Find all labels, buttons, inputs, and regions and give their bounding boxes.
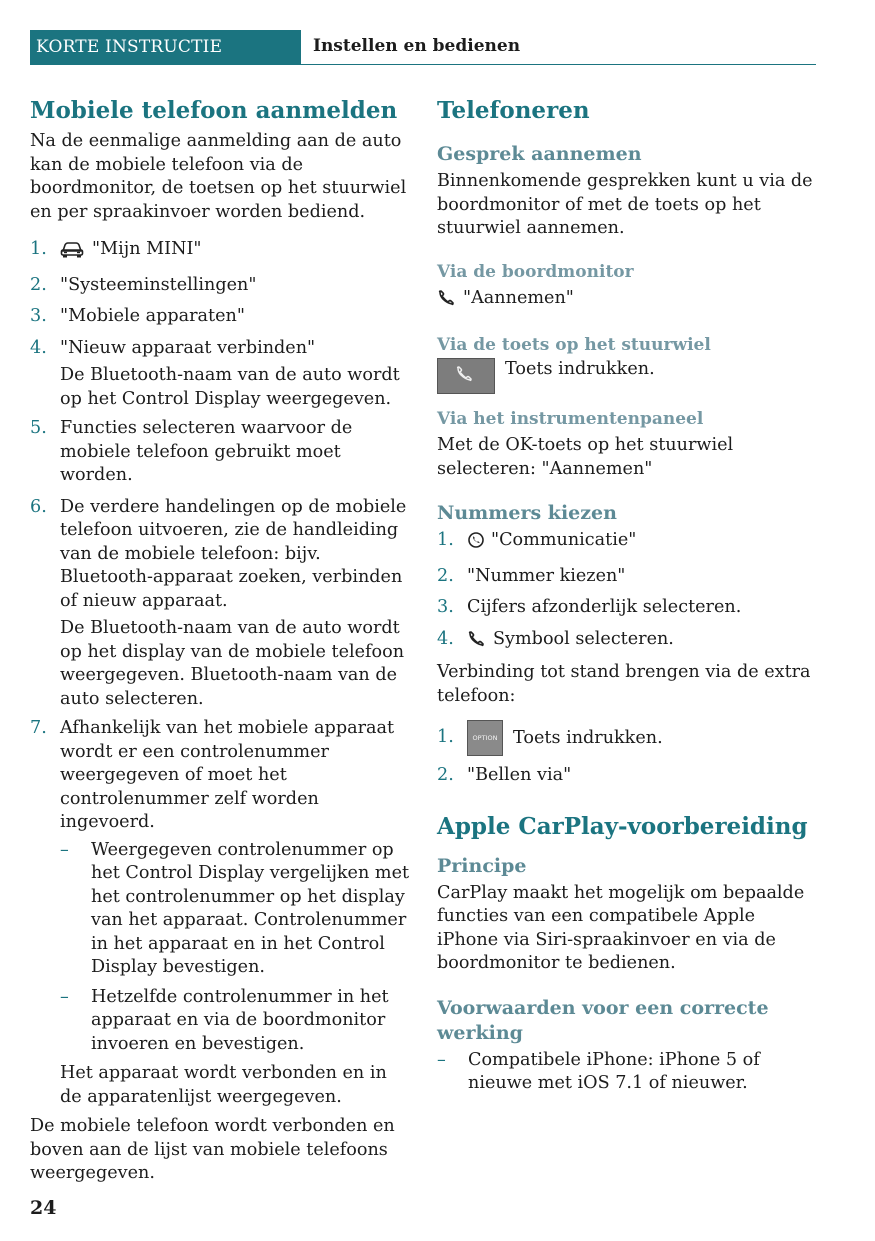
bullet-text: Weergegeven controlenummer op het Control Display vergelijken met het controlenummer op het display van het apparaat. Controlenummer in het apparaat en in het Control Display bevestigen. bbox=[91, 839, 410, 977]
right-column bbox=[437, 96, 817, 1102]
heading-dial-numbers: Nummers kiezen bbox=[437, 502, 617, 524]
list-item bbox=[437, 565, 817, 589]
step-note: De Bluetooth-naam van de auto wordt op het Control Display weergegeven. bbox=[60, 365, 400, 409]
list-item bbox=[437, 764, 817, 788]
heading-answer-call: Gesprek aannemen bbox=[437, 143, 642, 165]
step-text: Symbool selecteren. bbox=[493, 628, 674, 649]
dash-marker: – bbox=[60, 986, 69, 1007]
step-number: 2. bbox=[437, 565, 454, 586]
list-item bbox=[30, 238, 410, 266]
heading-register-phone: Mobiele telefoon aanmelden bbox=[30, 97, 398, 124]
section-tab: KORTE INSTRUCTIE bbox=[30, 30, 301, 65]
step-text: "Nummer kiezen" bbox=[467, 565, 626, 586]
extra-phone-text: Verbinding tot stand brengen via de extra telefoon: bbox=[437, 662, 811, 706]
step-text: "Systeeminstellingen" bbox=[60, 274, 257, 295]
step-text: Functies selecteren waarvoor de mobiele telefoon gebruikt moet worden. bbox=[60, 418, 353, 485]
intro-text: Na de eenmalige aanmelding aan de auto kan de mobiele telefoon via de boordmonitor, de toetsen op het stuurwiel en per spraakinvoer worden bediend. bbox=[30, 131, 407, 222]
step-number: 3. bbox=[437, 597, 454, 617]
step-text: "Mobiele apparaten" bbox=[60, 306, 245, 326]
step-number: 7. bbox=[30, 718, 47, 738]
step-text: Afhankelijk van het mobiele apparaat wordt er een controlenummer weergegeven of moet het controlenummer zelf worden ingevoerd. bbox=[60, 718, 395, 832]
via-monitor-line bbox=[437, 287, 817, 315]
bullet-item bbox=[30, 839, 410, 980]
heading-requirements: Voorwaarden voor een correcte werking bbox=[437, 996, 769, 1044]
phone-icon bbox=[437, 289, 457, 315]
heading-carplay: Apple CarPlay-voorbereiding bbox=[437, 812, 808, 840]
step-number: 3. bbox=[30, 306, 47, 326]
option-button[interactable]: OPTION bbox=[467, 720, 503, 756]
step-text: "Bellen via" bbox=[467, 765, 572, 785]
step-number: 1. bbox=[30, 239, 47, 259]
dash-marker: – bbox=[60, 839, 69, 860]
dash-marker: – bbox=[437, 1049, 446, 1070]
via-wheel-text: Toets indrukken. bbox=[505, 359, 655, 379]
bullet-item bbox=[437, 1049, 817, 1096]
list-item bbox=[30, 337, 410, 361]
principle-text: CarPlay maakt het mogelijk om bepaalde functies van een compatibele Apple iPhone via Siri-spraakinvoer en via de boordmonitor te bedienen. bbox=[437, 882, 805, 973]
list-item bbox=[30, 305, 410, 329]
step-number: 1. bbox=[437, 530, 454, 550]
via-monitor-text: "Aannemen" bbox=[463, 287, 574, 308]
step-text: "Communicatie" bbox=[491, 530, 637, 550]
bullet-text: Compatibele iPhone: iPhone 5 of nieuwe met iOS 7.1 of nieuwer. bbox=[468, 1049, 760, 1093]
page-number: 24 bbox=[30, 1197, 57, 1219]
via-panel-text: Met de OK-toets op het stuurwiel selecteren: "Aannemen" bbox=[437, 435, 734, 479]
list-item bbox=[437, 529, 817, 557]
step-number: 2. bbox=[30, 274, 47, 295]
step-number: 4. bbox=[437, 628, 454, 649]
step-number: 5. bbox=[30, 418, 47, 438]
list-item bbox=[30, 717, 410, 835]
answer-intro: Binnenkomende gesprekken kunt u via de boordmonitor of met de toets op het stuurwiel aannemen. bbox=[437, 171, 813, 238]
page-title: Instellen en bedienen bbox=[313, 36, 521, 56]
bullet-item bbox=[30, 986, 410, 1057]
step-number: 4. bbox=[30, 337, 47, 358]
step-text: De verdere handelingen op de mobiele telefoon uitvoeren, zie de handleiding van de mobiele telefoon: bijv. Bluetooth-apparaat zoeken, verbinden of nieuw apparaat. bbox=[60, 496, 407, 611]
bullet-text: Hetzelfde controlenummer in het apparaat en via de boordmonitor invoeren en bevestigen. bbox=[91, 986, 389, 1054]
list-item bbox=[30, 496, 410, 614]
step-number: 1. bbox=[437, 727, 454, 748]
heading-via-wheel: Via de toets op het stuurwiel bbox=[437, 335, 711, 355]
step-number: 6. bbox=[30, 496, 47, 517]
heading-principle: Principe bbox=[437, 854, 527, 877]
list-item bbox=[30, 417, 410, 488]
car-icon bbox=[60, 240, 84, 266]
step-number: 2. bbox=[437, 765, 454, 785]
heading-via-panel: Via het instrumentenpaneel bbox=[437, 409, 704, 429]
heading-via-monitor: Via de boordmonitor bbox=[437, 261, 634, 282]
steering-phone-button[interactable] bbox=[437, 358, 495, 394]
phone-icon bbox=[467, 630, 487, 656]
list-item bbox=[437, 720, 817, 756]
step-text: Toets indrukken. bbox=[513, 728, 663, 748]
outro-text: De mobiele telefoon wordt verbonden en boven aan de lijst van mobiele telefoons weergegeven. bbox=[30, 1116, 395, 1183]
step-note: Het apparaat wordt verbonden en in de apparatenlijst weergegeven. bbox=[60, 1063, 387, 1107]
list-item bbox=[437, 628, 817, 656]
list-item bbox=[30, 274, 410, 298]
left-column bbox=[30, 96, 410, 1186]
via-wheel-line bbox=[437, 358, 817, 394]
step-text: "Nieuw apparaat verbinden" bbox=[60, 337, 316, 358]
heading-telephoning: Telefoneren bbox=[437, 97, 590, 124]
list-item bbox=[437, 596, 817, 620]
header-rule bbox=[301, 64, 816, 65]
step-note: De Bluetooth-naam van de auto wordt op het display van de mobiele telefoon weergegeven. Bluetooth-naam van de auto selecteren. bbox=[60, 618, 405, 709]
step-text: Cijfers afzonderlijk selecteren. bbox=[467, 597, 742, 617]
step-text: "Mijn MINI" bbox=[92, 239, 202, 259]
communication-icon bbox=[467, 531, 485, 557]
